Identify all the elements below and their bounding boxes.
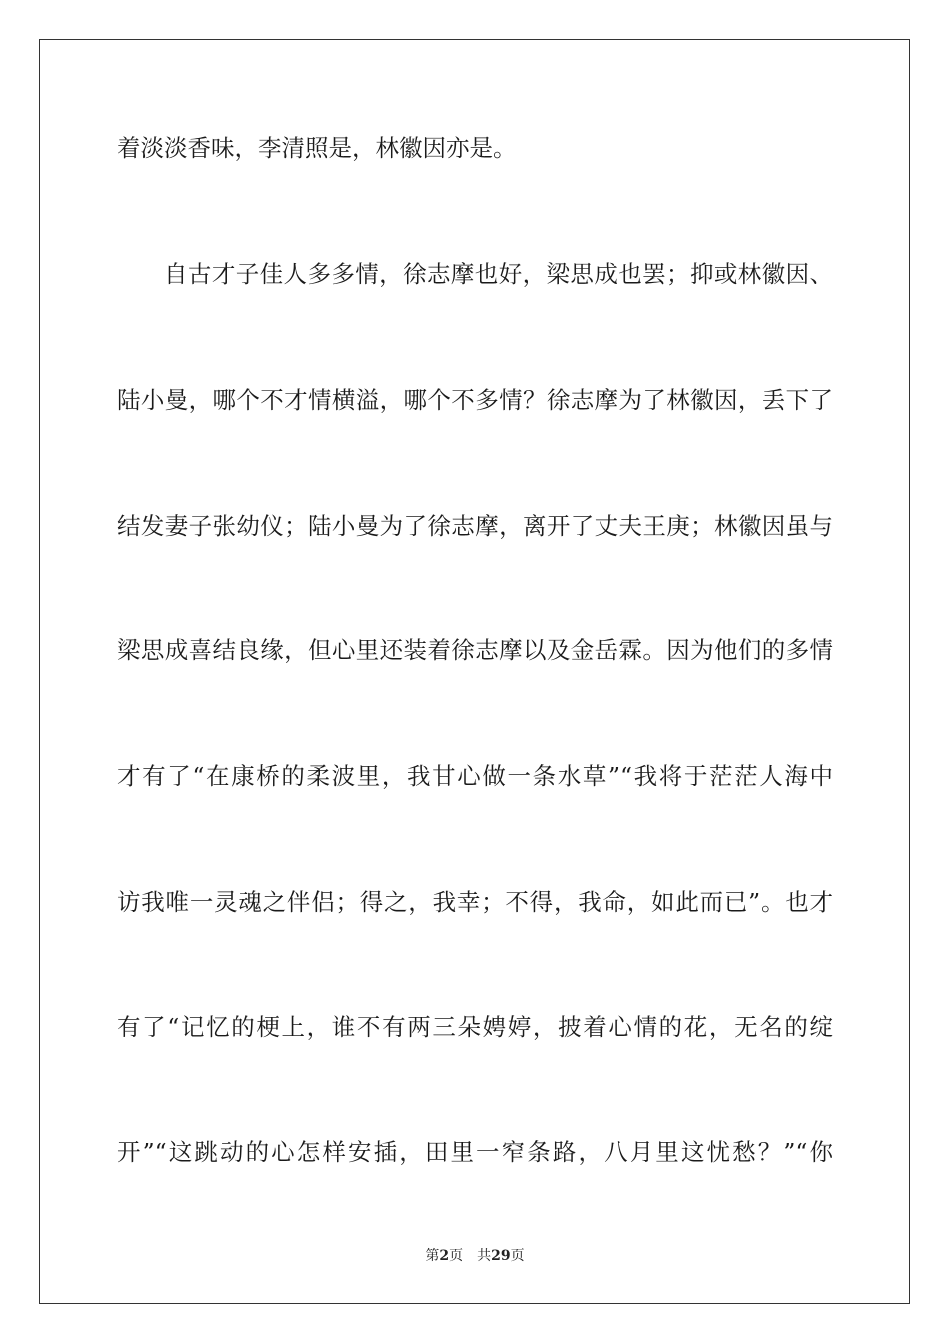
text-line: 自古才子佳人多多情，徐志摩也好，梁思成也罢；抑或林徽因、 [164,260,833,288]
page-suffix: 页 [449,1248,464,1264]
page-number: 2 [439,1248,450,1264]
page-frame [39,39,910,1304]
total-suffix: 页 [510,1248,525,1264]
text-line: 访我唯一灵魂之伴侣；得之，我幸；不得，我命，如此而已”。也才 [117,888,833,916]
text-line: 结发妻子张幼仪；陆小曼为了徐志摩，离开了丈夫王庚；林徽因虽与 [117,512,833,540]
text-line: 有了“记忆的梗上，谁不有两三朵娉婷，披着心情的花，无名的绽 [117,1013,833,1041]
page-prefix: 第 [425,1248,440,1264]
text-line: 着淡淡香味，李清照是，林徽因亦是。 [117,134,517,162]
total-prefix: 共 [477,1248,492,1264]
text-line: 梁思成喜结良缘，但心里还装着徐志摩以及金岳霖。因为他们的多情 [117,636,833,664]
page-footer [0,1246,950,1266]
total-pages: 29 [491,1248,511,1264]
text-line: 开”“这跳动的心怎样安插，田里一窄条路，八月里这忧愁？”“你 [117,1138,833,1166]
text-line: 才有了“在康桥的柔波里，我甘心做一条水草”“我将于茫茫人海中 [117,762,833,790]
text-line: 陆小曼，哪个不才情横溢，哪个不多情？徐志摩为了林徽因，丢下了 [117,386,833,414]
